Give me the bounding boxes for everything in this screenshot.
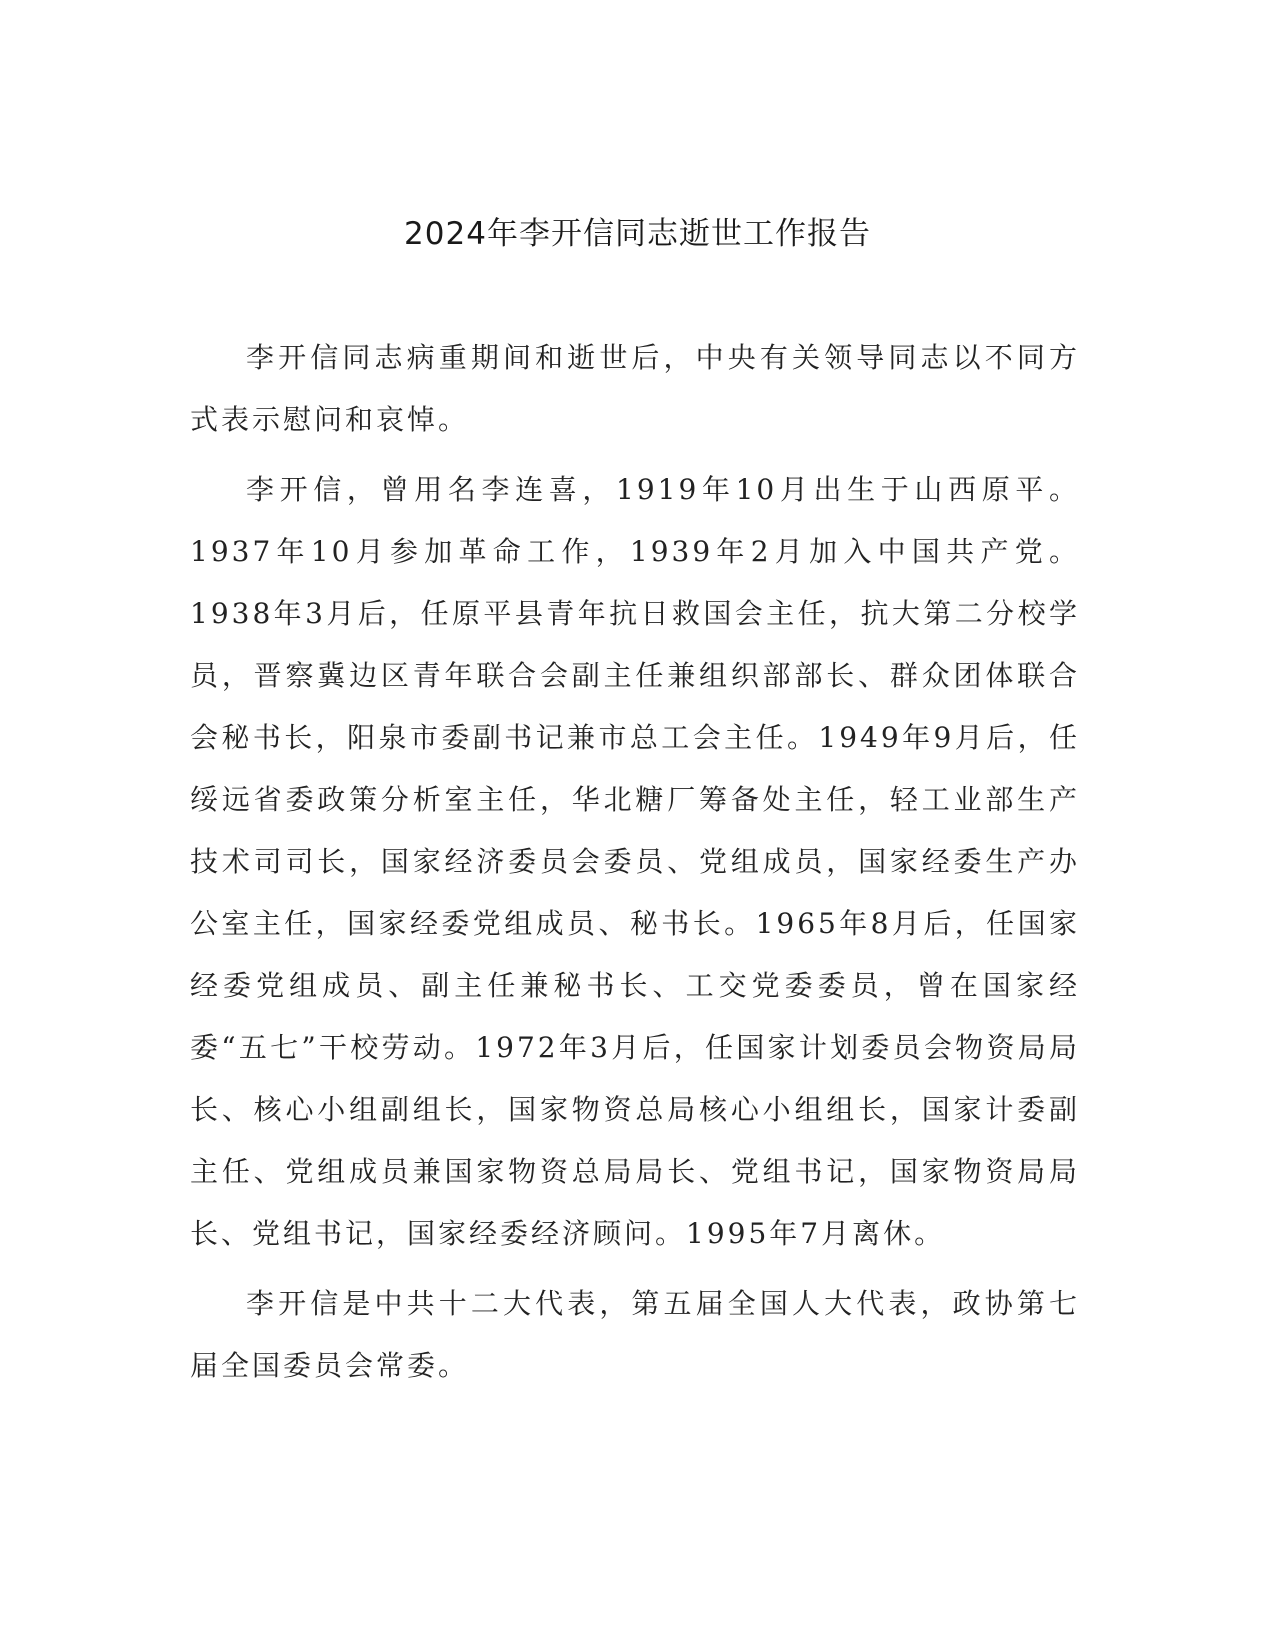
paragraph-representative-roles: 李开信是中共十二大代表，第五届全国人大代表，政协第七届全国委员会常委。	[190, 1287, 1080, 1382]
document-body	[190, 327, 1080, 1405]
document-title: 2024年李开信同志逝世工作报告	[404, 216, 871, 252]
paragraph-biography: 李开信，曾用名李连喜，1919年10月出生于山西原平。1937年10月参加革命工作，1939年2月加入中国共产党。1938年3月后，任原平县青年抗日救国会主任，抗大第二分校学员，晋察冀边区青年联合会副主任兼组织部部长、群众团体联合会秘书长，阳泉市委副书记兼市总工会主任。1949年9月后，任绥远省委政策分析室主任，华北糖厂筹备处主任，轻工业部生产技术司司长，国家经济委员会委员、党组成员，国家经委生产办公室主任，国家经委党组成员、秘书长。1965年8月后，任国家经委党组成员、副主任兼秘书长、工交党委委员，曾在国家经委“五七”干校劳动。1972年3月后，任国家计划委员会物资局局长、核心小组副组长，国家物资总局核心小组组长，国家计委副主任、党组成员兼国家物资总局局长、党组书记，国家物资局局长、党组书记，国家经委经济顾问。1995年7月离休。	[190, 473, 1080, 1250]
paragraph-condolences: 李开信同志病重期间和逝世后，中央有关领导同志以不同方式表示慰问和哀悼。	[190, 341, 1080, 436]
